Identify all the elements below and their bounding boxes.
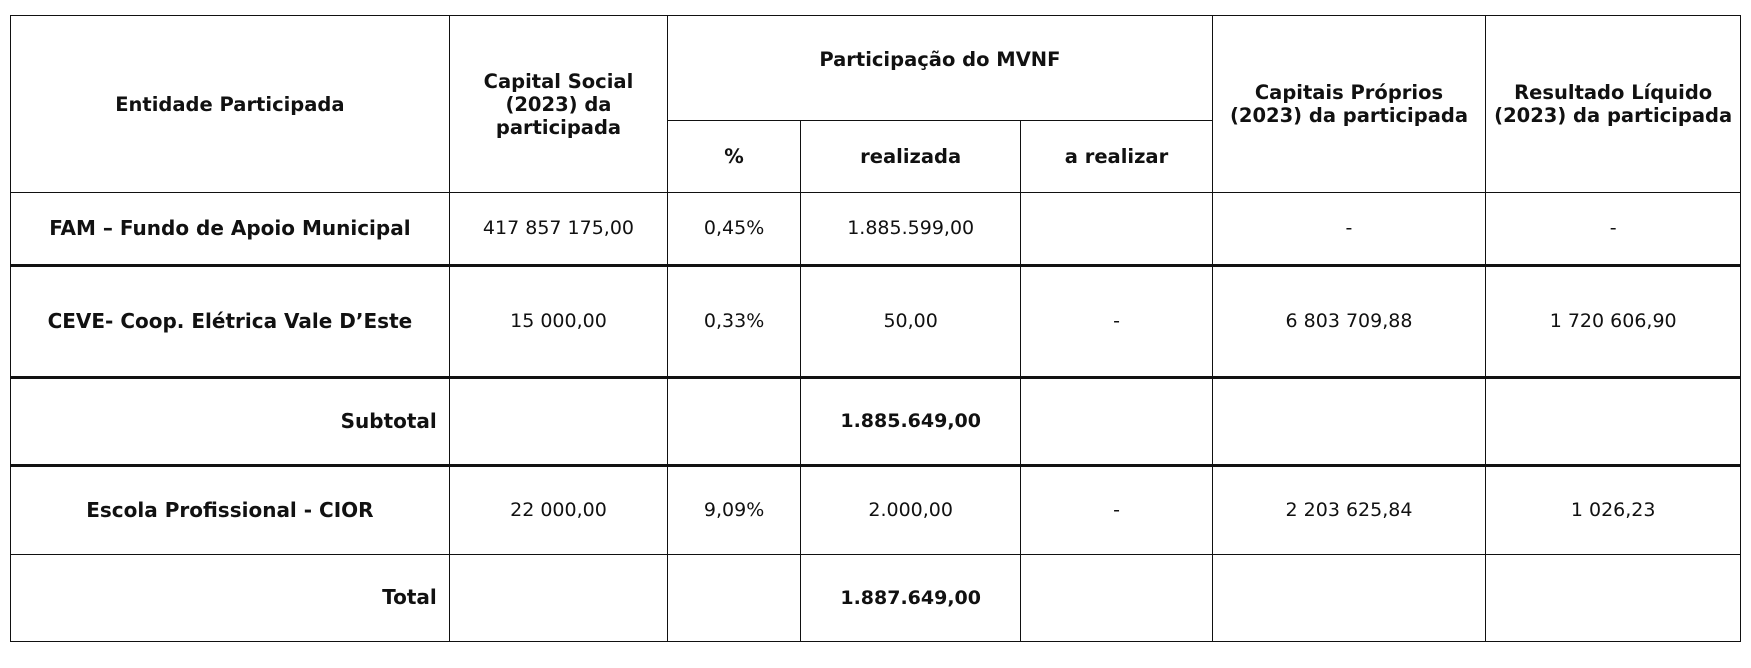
row-resultado-liquido: - [1486, 193, 1741, 266]
row-a-realizar: - [1021, 466, 1212, 555]
row-resultado-liquido [1486, 555, 1741, 642]
header-entity: Entidade Participada [11, 16, 450, 193]
total-realizada: 1.887.649,00 [800, 555, 1020, 642]
row-realizada: 1.885.599,00 [800, 193, 1020, 266]
row-percent: 9,09% [668, 466, 801, 555]
row-capital-social [449, 378, 667, 466]
header-realizada: realizada [800, 121, 1020, 193]
row-entity: FAM – Fundo de Apoio Municipal [11, 193, 450, 266]
row-percent [668, 378, 801, 466]
header-row [11, 16, 1741, 121]
row-percent: 0,45% [668, 193, 801, 266]
row-capitais-proprios: 6 803 709,88 [1212, 266, 1486, 378]
header-participacao: Participação do MVNF [668, 16, 1212, 121]
total-label: Total [11, 555, 450, 642]
row-percent: 0,33% [668, 266, 801, 378]
row-entity: CEVE- Coop. Elétrica Vale D’Este [11, 266, 450, 378]
row-percent [668, 555, 801, 642]
row-resultado-liquido [1486, 378, 1741, 466]
header-capital-social: Capital Social (2023) da participada [449, 16, 667, 193]
row-capitais-proprios [1212, 378, 1486, 466]
row-realizada: 2.000,00 [800, 466, 1020, 555]
row-entity: Escola Profissional - CIOR [11, 466, 450, 555]
header-a-realizar: a realizar [1021, 121, 1212, 193]
row-a-realizar: - [1021, 266, 1212, 378]
participations-table [10, 15, 1741, 642]
row-a-realizar [1021, 555, 1212, 642]
table-row [11, 266, 1741, 378]
header-resultado-liquido: Resultado Líquido (2023) da participada [1486, 16, 1741, 193]
row-capital-social: 417 857 175,00 [449, 193, 667, 266]
table-row [11, 466, 1741, 555]
row-capital-social: 15 000,00 [449, 266, 667, 378]
row-capitais-proprios: - [1212, 193, 1486, 266]
row-capital-social [449, 555, 667, 642]
header-capitais-proprios: Capitais Próprios (2023) da participada [1212, 16, 1486, 193]
subtotal-row [11, 378, 1741, 466]
row-a-realizar [1021, 378, 1212, 466]
subtotal-label: Subtotal [11, 378, 450, 466]
row-capitais-proprios [1212, 555, 1486, 642]
row-a-realizar [1021, 193, 1212, 266]
row-capitais-proprios: 2 203 625,84 [1212, 466, 1486, 555]
row-capital-social: 22 000,00 [449, 466, 667, 555]
total-row [11, 555, 1741, 642]
header-percent: % [668, 121, 801, 193]
row-realizada: 50,00 [800, 266, 1020, 378]
subtotal-realizada: 1.885.649,00 [800, 378, 1020, 466]
row-resultado-liquido: 1 026,23 [1486, 466, 1741, 555]
row-resultado-liquido: 1 720 606,90 [1486, 266, 1741, 378]
table-row [11, 193, 1741, 266]
